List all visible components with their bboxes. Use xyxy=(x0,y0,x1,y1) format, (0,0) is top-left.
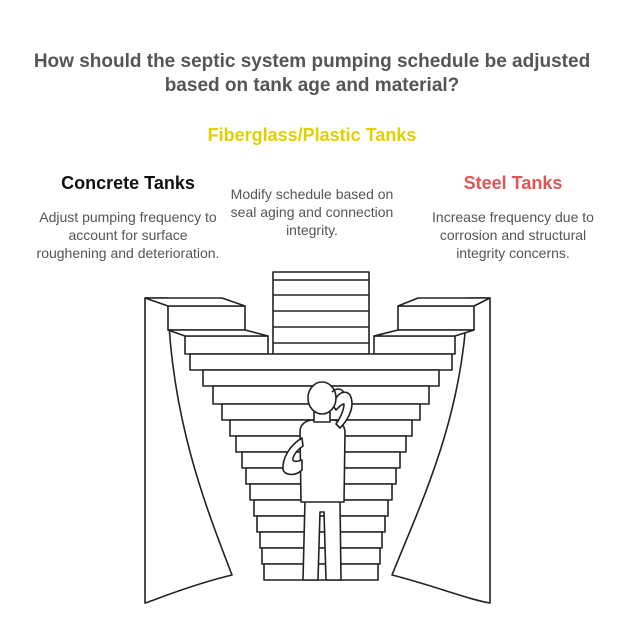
stair-step-11 xyxy=(257,516,385,532)
concrete-tanks-title: Concrete Tanks xyxy=(61,173,195,193)
stair-step-14 xyxy=(264,564,378,580)
stair-step-13 xyxy=(262,548,380,564)
concrete-tanks-description: Adjust pumping frequency to account for surface roughening and deterioration. xyxy=(36,209,220,261)
left-lower-step xyxy=(185,336,268,354)
stair-step-1 xyxy=(190,354,452,370)
fiberglass-plastic-tanks-description: Modify schedule based on seal aging and connection integrity. xyxy=(230,186,394,238)
right-upper-step xyxy=(398,306,474,330)
diagram-question: How should the septic system pumping schedule be adjusted based on tank age and material? xyxy=(33,51,591,96)
steel-tanks-description: Increase frequency due to corrosion and structural integrity concerns. xyxy=(432,209,594,261)
right-lower-step xyxy=(374,336,455,354)
steel-tanks-title: Steel Tanks xyxy=(463,173,563,193)
stair-step-12 xyxy=(260,532,382,548)
left-upper-step xyxy=(168,306,245,330)
top-stack xyxy=(273,272,369,354)
fiberglass-plastic-tanks-title: Fiberglass/Plastic Tanks xyxy=(207,125,417,145)
